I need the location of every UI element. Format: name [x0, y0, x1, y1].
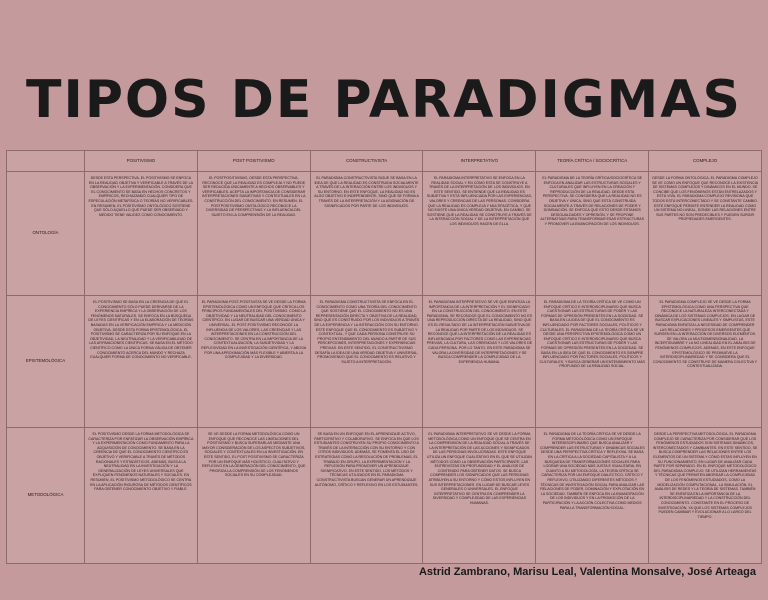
table-cell: EL PARADIGMA DE LA TEORÍA CRÍTICA SE VE DESDE LA FORMA METODOLÓGICA COMO UN ENFOQUE INTERDISCIPLINARIO QUE BUSCA ANALIZAR Y COMPRENDER LAS ESTRUCTURAS Y DINÁMICAS SOCIALES DESDE UNA PERSPECTIVA CRÍTICA Y REFLEXIVA. SE BASA EN LA CRÍTICA A LA SOCIEDAD CAPITALISTA Y A LA BÚSQUEDA DE TRANSFORMACIONES SOCIALES PARA LOGRAR UNA SOCIEDAD MÁS JUSTA E IGUALITARIA. EN CUANTO A SU METODOLOGÍA, LA TEORÍA CRÍTICA SE CARACTERIZA POR UN ENFOQUE DIALÉCTICO, CRÍTICO Y REFLEXIVO, UTILIZANDO DIFERENTES MÉTODOS Y TÉCNICAS DE INVESTIGACIÓN SOCIAL PARA ANALIZAR LAS RELACIONES DE PODER, DOMINACIÓN Y EXPLOTACIÓN EN LA SOCIEDAD. TAMBIÉN SE ENFOCA EN LA EMANCIPACIÓN DE LOS INDIVIDUOS Y EN LA PROMOCIÓN DE LA PARTICIPACIÓN Y LA ACCIÓN COLECTIVA COMO MEDIOS PARA LA TRANSFORMACIÓN SOCIAL.	[536, 428, 649, 564]
row-label-epistemologica: EPISTEMOLÓGICA	[7, 296, 85, 428]
row-label-metodologica: METODOLÓGICA	[7, 428, 85, 564]
authors-credit: Astrid Zambrano, Marisu Leal, Valentina Monsalve, José Arteaga	[418, 566, 756, 578]
table-cell: EL PARADIGMA INTERPRETATIVO SE VE DESDE LA FORMA METODOLÓGICA COMO UN ENFOQUE QUE SE CENTRA EN LA COMPRENSIÓN DE LA REALIDAD SOCIAL A TRAVÉS DE LA INTERPRETACIÓN DE LAS ACCIONES Y SIGNIFICADOS DE LAS PERSONAS INVOLUCRADAS. ESTE ENFOQUE UTILIZA UN ENFOQUE CUALITATIVO EN EL QUE SE UTILIZAN MÉTODOS COMO LA OBSERVACIÓN PARTICIPANTE, LAS ENTREVISTAS EN PROFUNDIDAD Y EL ANÁLISIS DE CONTENIDO PARA OBTENER DATOS. SE BUSCA COMPRENDER LOS SIGNIFICADOS QUE LAS PERSONAS ATRIBUYEN A SU ENTORNO Y CÓMO ESTOS INFLUYEN EN SUS INTERPRETACIONES. EN LUGAR DE BUSCAR LEYES GENERALES O UNIVERSALES, EL ENFOQUE INTERPRETATIVO SE CENTRA EN COMPRENDER LA DIVERSIDAD Y COMPLEJIDAD DE LAS EXPERIENCIAS HUMANAS.	[423, 428, 536, 564]
table-cell: EL PARADIGMA POST-POSITIVISTA SE VE DESDE LA FORMA EPISTEMOLÓGICA COMO UN ENFOQUE QUE CRITICA LOS PRINCIPIOS FUNDAMENTALES DEL POSITIVISMO. COMO LA OBJETIVIDAD Y LA NEUTRALIDAD DEL CONOCIMIENTO CIENTÍFICO. EN LUGAR DE BUSCAR UNA VERDAD ÚNICA Y UNIVERSAL, EL POST-POSITIVISMO RECONOCE LA INFLUENCIA DE LOS VALORES, LAS CREENCIAS Y LAS INTERPRETACIONES EN LA CONSTRUCCIÓN DEL CONOCIMIENTO. SE CENTRA EN LA IMPORTANCIA DE LA CONTEXTUALIZACIÓN, LA SUBJETIVIDAD Y LA REFLEXIVIDAD EN LA INVESTIGACIÓN CIENTÍFICA, Y ABOGA POR UNA APROXIMACIÓN MÁS FLEXIBLE Y ABIERTA A LA COMPLEJIDAD Y LA DIVERSIDAD.	[197, 296, 310, 428]
header-post-positivismo: POST POSITIVISMO	[197, 151, 310, 172]
table-cell: EL PARADIGMA INTERPRETATIVO SE ENFOCA EN LA REALIDAD SOCIAL Y EN CÓMO ESTA SE CONSTRUYE A TRAVÉS DE LA INTERPRETACIÓN DE LOS INDIVIDUOS. EN ESTE SENTIDO, SE ENTIENDE QUE LA REALIDAD ES SUBJETIVA Y ESTÁ INFLUENCIADA POR LAS EXPERIENCIAS, VALORES Y CREENCIAS DE LAS PERSONAS. CONSIDERA QUE LA REALIDAD ES COMPLEJA Y MULTIFACÉTICA, Y QUE NO EXISTE UNA ÚNICA VERDAD OBJETIVA. EN CAMBIO, SE SOSTIENE QUE LA REALIDAD SE CONSTRUYE A TRAVÉS DE LA INTERACCIÓN SOCIAL Y DE LA INTERPRETACIÓN QUE LOS INDIVIDUOS HACEN DE ELLA.	[423, 172, 536, 296]
paradigm-table	[6, 150, 762, 564]
table-cell: EL PARADIGMA CONSTRUCTIVISTA SIGUE SE BASA EN LA IDEA DE QUE LA REALIDAD ES CONSTRUIDA SOCIALMENTE A TRAVÉS DE LA INTERACCIÓN ENTRE LOS INDIVIDUOS Y SU ENTORNO. EN ESTE ENFOQUE, LA REALIDAD NO ES ALGO OBJETIVO E INDEPENDIENTE, SINO QUE SE FORMA A TRAVÉS DE LA INTERPRETACIÓN Y LA ASIGNACIÓN DE SIGNIFICADOS POR PARTE DE LOS INDIVIDUOS.	[310, 172, 423, 296]
table-cell: EL PARADIGMA DE LA TEORÍA CRÍTICA SE VE COMO UN ENFOQUE CRÍTICO E INTERDISCIPLINARIO QUE BUSCA CUESTIONAR LAS ESTRUCTURAS DE PODER Y LAS FORMAS DE OPRESIÓN PRESENTES EN LA SOCIEDAD. SE BASA EN LA IDEA DE QUE EL CONOCIMIENTO ES INFLUENCIADO POR FACTORES SOCIALES, POLÍTICOS Y CULTURALES. EL PARADIGMA DE LA TEORÍA CRÍTICA SE VE DESDE UNA PERSPECTIVA EPISTEMOLÓGICA COMO UN ENFOQUE CRÍTICO E INTERDISCIPLINARIO QUE BUSCA CUESTIONAR LAS ESTRUCTURAS DE PODER Y LAS FORMAS DE OPRESIÓN PRESENTES EN LA SOCIEDAD. SE BASA EN LA IDEA DE QUE EL CONOCIMIENTO ES SIEMPRE INFLUENCIADO POR FACTORES SOCIALES, POLÍTICOS Y CULTURALES, Y BUSCA GENERAR UN ENTENDIMIENTO MÁS PROFUNDO DE LA REALIDAD SOCIAL.	[536, 296, 649, 428]
table-cell: DESDE ESTA PERSPECTIVA, EL POSITIVISMO SE ENFOCA EN LA REALIDAD OBJETIVA Y VERIFICABLE A TRAVÉS DE LA OBSERVACIÓN Y LA EXPERIMENTACIÓN. CONSIDERA QUE EL CONOCIMIENTO SE BASA EN HECHOS CONCRETOS Y EMPÍRICOS, RECHAZANDO CUALQUIER TIPO DE ESPECULACIÓN METAFÍSICA O TEORÍAS NO VERIFICABLES. EN RESUMEN, EL POSITIVISMO ONTOLÓGICO SOSTIENE QUE SÓLO AQUELLO QUE PUEDE SER OBSERVADO Y MEDIDO TIENE VALIDEZ COMO CONOCIMIENTO.	[85, 172, 198, 296]
table-row	[7, 172, 762, 296]
corner-cell	[7, 151, 85, 172]
table-cell: EL POSITIVISMO SE BASA EN LA CREENCIA DE QUE EL CONOCIMIENTO SÓLO PUEDE DERIVARSE DE LA EXPERIENCIA EMPÍRICA Y LA OBSERVACIÓN DE LOS FENÓMENOS NATURALES. SE ENFOCA EN LA BÚSQUEDA DE LEYES CIENTÍFICAS Y EN LA ELABORACIÓN DE TEORÍAS BASADAS EN LA VERIFICACIÓN EMPÍRICA Y LA MEDICIÓN OBJETIVA. DESDE ESTA FORMA EPISTEMOLÓGICA, EL POSITIVISMO SE CARACTERIZA POR SU ENFOQUE EN LA OBJETIVIDAD, LA NEUTRALIDAD Y LA VERIFICABILIDAD DE LAS AFIRMACIONES CIENTÍFICAS. SE BASA EN EL MÉTODO CIENTÍFICO COMO LA ÚNICA FORMA VÁLIDA DE OBTENER CONOCIMIENTO ACERCA DEL MUNDO Y RECHAZA CUALQUIER FORMA DE CONOCIMIENTO NO VERIFICABLE.	[85, 296, 198, 428]
table-cell: SE VE DESDE LA FORMA METODOLÓGICA COMO UN ENFOQUE QUE RECONOCE LAS LIMITACIONES DEL POSITIVISMO Y BUSCA SUPERARLAS MEDIANTE UNA MAYOR CONSIDERACIÓN DE LOS ASPECTOS SUBJETIVOS, SOCIALES Y CONTEXTUALES EN LA INVESTIGACIÓN. EN ESTE SENTIDO, EL POST POSITIVISMO SE CARACTERIZA POR UN ENFOQUE MÁS HOLÍSTICO, CUALITATIVO Y REFLEXIVO EN LA GENERACIÓN DEL CONOCIMIENTO, QUE PRIORIZA LA COMPRENSIÓN DE LOS FENÓMENOS SOCIALES EN SU COMPLEJIDAD.	[197, 428, 310, 564]
header-constructivista: CONSTRUCTIVISTA	[310, 151, 423, 172]
table-cell: DESDE LA PERSPECTIVA METODOLÓGICA, EL PARADIGMA COMPLEJO SE CARACTERIZA POR CONSIDERAR QUE LOS FENÓMENOS ESTUDIADOS SON SISTEMAS DINÁMICOS, INTERCONECTADOS Y CAMBIANTES. EN ESTE SENTIDO, SE BUSCA COMPRENDER LAS RELACIONES ENTRE LOS ELEMENTOS DE UN SISTEMA Y CÓMO ESTAS INFLUYEN EN SU FUNCIONAMIENTO, EN LUGAR DE ANALIZAR CADA PARTE POR SEPARADO. EN EL ENFOQUE METODOLÓGICO DEL PARADIGMA COMPLEJO, SE UTILIZAN HERRAMIENTAS Y TÉCNICAS QUE PERMITEN ABORDAR LA COMPLEJIDAD DE LOS FENÓMENOS ESTUDIADOS, COMO LA MODELIZACIÓN COMPUTACIONAL, LA SIMULACIÓN, EL ANÁLISIS DE REDES Y LA TEORÍA DE SISTEMAS. TAMBIÉN SE ENFATIZA EN LA IMPORTANCIA DE LA INTERDISCIPLINARIEDAD Y LA CONSTRUCCIÓN DEL CONOCIMIENTO. CONSTANTE EN EL PROCESO DE INVESTIGACIÓN, YA QUE LOS SISTEMAS COMPLEJOS PUEDEN CAMBIAR Y EVOLUCIONAR A LO LARGO DEL TIEMPO.	[649, 428, 762, 564]
table-cell: EL PARADIGMA CONSTRUCTIVISTA SE ENFOCA EN EL CONOCIMIENTO COMO UNA TEORÍA DEL CONOCIMIENTO QUE SOSTIENE QUE EL CONOCIMIENTO NO ES UNA REPRESENTACIÓN DIRECTA Y OBJETIVA DE LA REALIDAD, SINO QUE ES CONSTRUIDO POR LOS INDIVIDUOS A TRAVÉS DE LA EXPERIENCIA Y LA INTERACCIÓN CON SU ENTORNO. ESTE ENFOQUE QUE EL CONOCIMIENTO ES SUBJETIVO Y CONTEXTUAL, Y QUE CADA PERSONA CONSTRUYE SU PROPIO ENTENDIMIENTO DEL MUNDO A PARTIR DE SUS PERCEPCIONES, INTERPRETACIONES Y EXPERIENCIAS PREVIAS. EN ESTE SENTIDO, EL CONSTRUCTIVISMO DESAFÍA LA IDEA DE UNA VERDAD OBJETIVA Y UNIVERSAL, PROMOVIENDO QUE EL CONOCIMIENTO ES RELATIVO Y SUJETO A INTERPRETACIÓN.	[310, 296, 423, 428]
row-label-ontologia: ONTOLOGÍA	[7, 172, 85, 296]
header-teoria-critica: TEORÍA CRÍTICA / SOCIOCRÍTICA	[536, 151, 649, 172]
table-cell: SE BASA EN UN ENFOQUE EN EL APRENDIZAJE ACTIVO, PARTICIPATIVO Y COLABORATIVO. SE ENFOCA EN QUE LOS ESTUDIANTES CONSTRUYEN SU PROPIO CONOCIMIENTO A TRAVÉS DE LA INTERACCIÓN CON SU ENTORNO Y CON OTROS INDIVIDUOS. ADEMÁS, SE FOMENTA EL USO DE ESTRATEGIAS COMO LA RESOLUCIÓN DE PROBLEMAS, EL TRABAJO EN GRUPO, LA EXPERIMENTACIÓN Y LA REFLEXIÓN PARA PROMOVER UN APRENDIZAJE SIGNIFICATIVO. EN ESTE SENTIDO, LOS MÉTODOS Y TÉCNICAS UTILIZADOS EN EL PARADIGMA CONSTRUCTIVISTA BUSCAN GENERAR UN APRENDIZAJE AUTÓNOMO, CRÍTICO Y REFLEXIVO EN LOS ESTUDIANTES.	[310, 428, 423, 564]
table-cell: EL PARADIGMA DE LA TEORÍA CRÍTICA/SOCIOCRÍTICA SE ENFOCA EN ANALIZAR LAS ESTRUCTURAS SOCIALES Y CULTURALES QUE INFLUYEN EN LA CREACIÓN Y REPRODUCCIÓN DE LA REALIDAD. DESDE ESTA PERSPECTIVA, SE CONSIDERA QUE LA REALIDAD NO ES OBJETIVA Y ÚNICA, SINO QUE ESTÁ CONSTRUIDA SOCIALMENTE A TRAVÉS DE RELACIONES DE PODER Y DOMINACIÓN. SE ENFOCA QUE ESTO DESDE ESTAMOS DESIGUALDADES Y OPRESIÓN, Y SE PROPONE ALTERNATIVAS PARA TRANSFORMAR ESAS ESTRUCTURAS Y PROMOVER LA EMANCIPACIÓN DE LOS INDIVIDUOS.	[536, 172, 649, 296]
table-cell: EL POSTPOSITIVISMO, DESDE ESTA PERSPECTIVA, RECONOCE QUE LA REALIDAD ES COMPLEJA Y NO PUEDE SER REDUCIDA ÚNICAMENTE A HECHOS OBSERVABLES Y VERIFICABLES. ACEPTA LA IMPORTANCIA DE CONSIDERAR INTERPRETACIONES SUBJETIVAS Y CONTEXTUALES EN LA CONSTRUCCIÓN DEL CONOCIMIENTO. EN RESUMEN, EL POSTPOSITIVISMO ONTOLÓGICO RECONOCE LA DIVERSIDAD DE PERSPECTIVAS Y LA INFLUENCIA DEL SUJETO EN LA COMPRENSIÓN DE LA REALIDAD.	[197, 172, 310, 296]
table-cell: EL POSITIVISMO DESDE LA FORMA METODOLÓGICA SE CARACTERIZA POR ENFATIZAR LA OBSERVACIÓN EMPÍRICA Y LA EXPERIMENTACIÓN COMO FUNDAMENTO PARA LA ADQUISICIÓN DE CONOCIMIENTO. SE BASA EN LA CREENCIA DE QUE EL CONOCIMIENTO CIENTÍFICO ES OBJETIVO Y VERIFICABLE A TRAVÉS DE MÉTODOS RACIONALES Y ESTADÍSTICOS. ADEMÁS, BUSCA LA NEUTRALIDAD EN LA INVESTIGACIÓN Y LA GENERALIZACIÓN DE LEYES UNIVERSALES QUE EXPLIQUEN FENÓMENOS NATURALES Y SOCIALES. EN RESUMEN, EL POSITIVISMO METODOLÓGICO SE CENTRA EN LA APLICACIÓN RIGUROSA DE MÉTODOS CIENTÍFICOS PARA OBTENER CONOCIMIENTO OBJETIVO Y FIABLE.	[85, 428, 198, 564]
header-interpretativo: INTERPRETATIVO	[423, 151, 536, 172]
header-complejo: COMPLEJO	[649, 151, 762, 172]
table-cell: DESDE LA FORMA ONTOLÓGICA, EL PARADIGMA COMPLEJO SE VE COMO UN ENFOQUE QUE RECONOCE LA EXISTENCIA DE SISTEMAS COMPLEJOS Y DINÁMICOS EN EL MUNDO. SE CONCIBE QUE LOS FENÓMENOS ESTÁN ENTRELAZADOS Y ESTÁ VIVA. EL PARADIGMA COMPLEJO REVISIONA QUE TODOS ESTÁ INTERCONECTADO Y SE CONSTANTE CAMBIO. ESTE ENFOQUE PERMITE ENTENDER LA REALIDAD COMO UN SISTEMA NO LINEAL, DONDE LAS RELACIONES ENTRE SUS PARTES NO SON PREDECIBLES Y PUEDEN SURGIR PROPIEDADES EMERGENTES.	[649, 172, 762, 296]
table-cell: EL PARADIGMA INTERPRETATIVO SE VE QUE ENFATIZA LA IMPORTANCIA DE LA INTERPRETACIÓN Y EL SIGNIFICADO EN LA CONSTRUCCIÓN DEL CONOCIMIENTO. EN ESTE PARADIGMA, SE RECONOCE QUE EL CONOCIMIENTO NO ES UNA REPRODUCCIÓN DIRECTA DE LA REALIDAD, SINO QUE ES EL RESULTADO DE LA INTERPRETACIÓN SUBJETIVA DE LA REALIDAD POR PARTE DE LOS INDIVIDUOS. SE RECONOCE QUE LA INTERPRETACIÓN DE LA REALIDAD ES INFLUENCIADA POR FACTORES COMO LAS EXPERIENCIAS PREVIAS, LA CULTURA, LAS CREENCIAS Y LOS VALORES DE CADA PERSONA. POR LO TANTO, EN ESTE PARADIGMA SE VALORA LA DIVERSIDAD DE INTERPRETACIONES Y SE BUSCA COMPRENDER LA COMPLEJIDAD DE LA EXPERIENCIA HUMANA.	[423, 296, 536, 428]
table-cell: EL PARADIGMA COMPLEJO SE VE DESDE LA FORMA EPISTEMOLÓGICA COMO UNA PERSPECTIVA QUE RECONOCE LA NATURALEZA INTERCONECTADA Y DINÁMICA DE LOS SISTEMAS COMPLEJOS. EN LUGAR DE BUSCAR EXPLICACIONES LINEALES Y SIMPLISTAS, ESTE PARADIGMA ENFATIZA LA NECESIDAD DE COMPRENDER LAS RELACIONES Y PROCESOS EMERGENTES QUE SURGEN EN LA INTERACCIÓN DE DIVERSOS ELEMENTOS. SE VALORA LA MULTIDIMENSIONALIDAD, LA INCERTIDUMBRE Y LA NO LINEALIDAD EN EL ANÁLISIS DE FENÓMENOS COMPLEJOS. ADEMÁS, EN ESTE ENFOQUE EPISTEMOLÓGICO SE PROMUEVE LA INTERDISCIPLINARIEDAD Y SE CONSIDERA QUE EL CONOCIMIENTO SE CONSTRUYE DE MANERA COLECTIVA Y CONTEXTUALIZADA.	[649, 296, 762, 428]
table-row	[7, 296, 762, 428]
header-row	[7, 151, 762, 172]
page-title: TIPOS DE PARADIGMAS	[26, 70, 742, 130]
table-row	[7, 428, 762, 564]
header-positivismo: POSITIVISMO	[85, 151, 198, 172]
